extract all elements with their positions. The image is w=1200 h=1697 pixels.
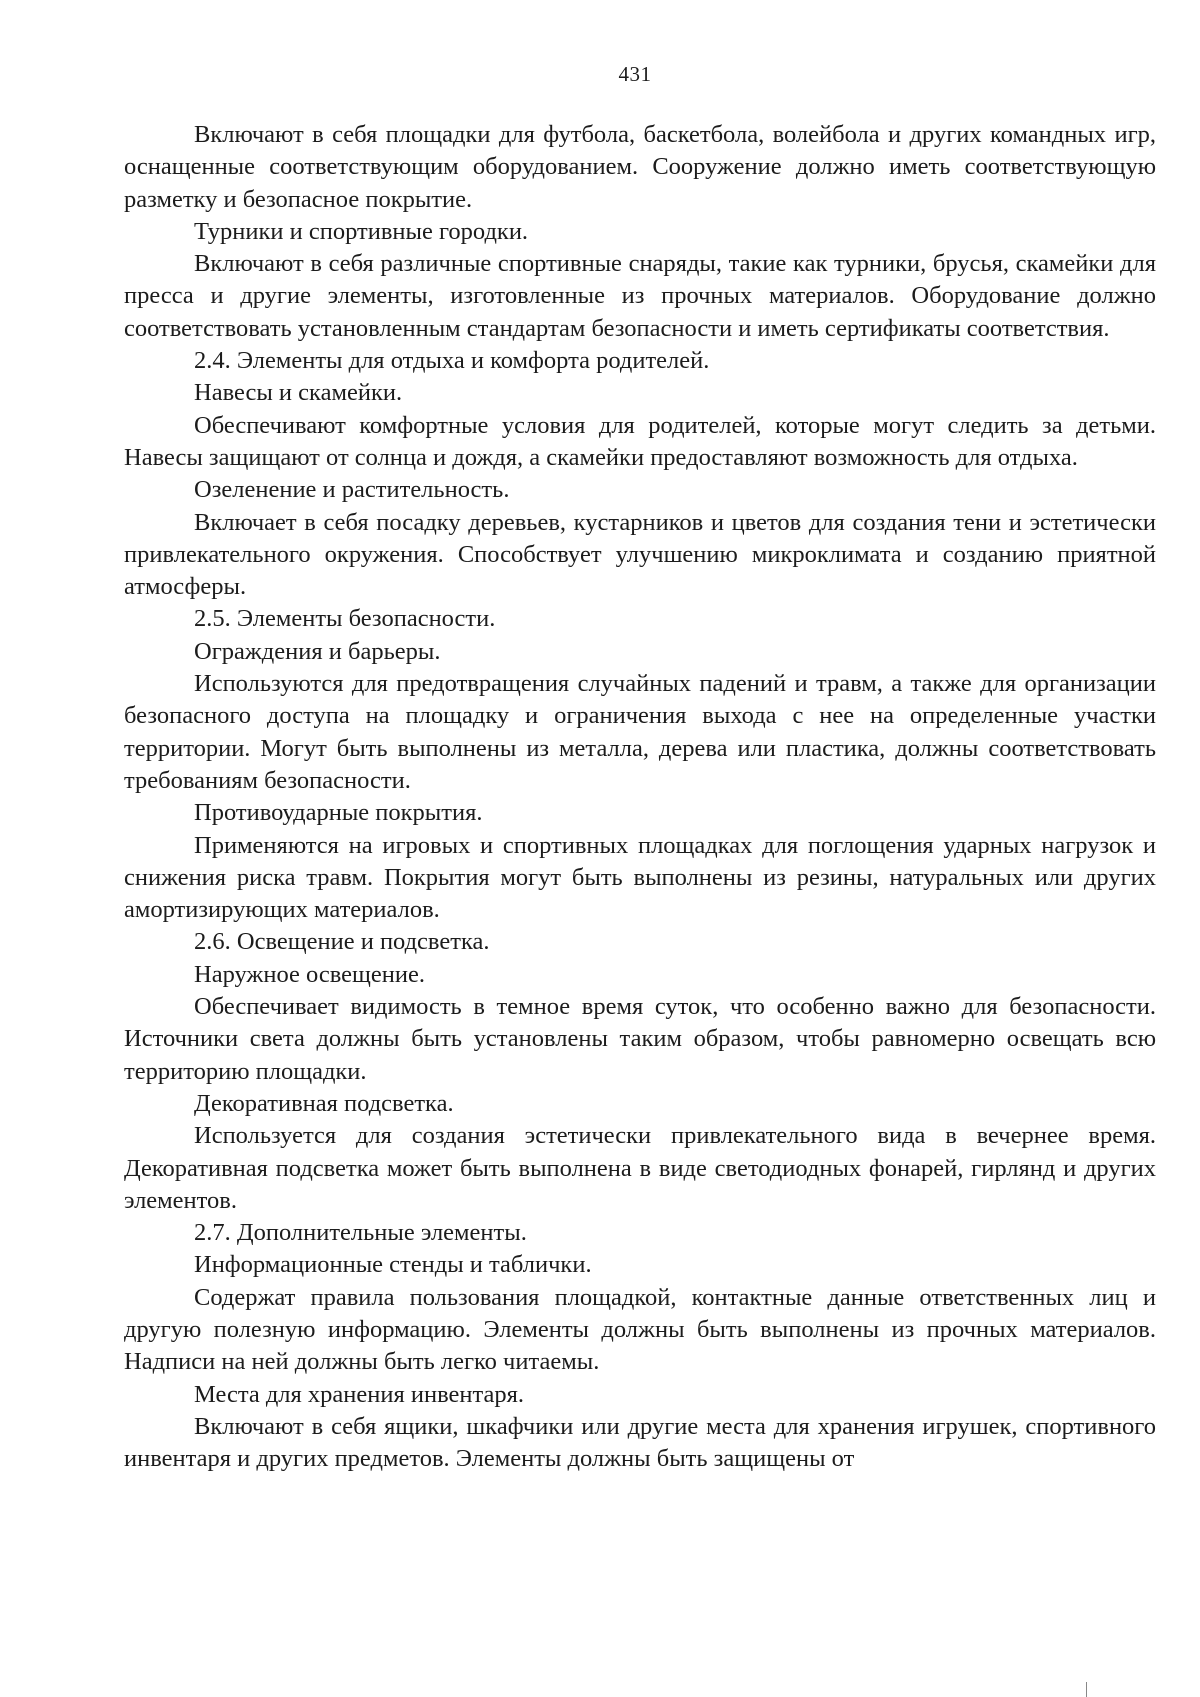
subheading: Наружное освещение. (194, 960, 426, 988)
subheading: Турники и спортивные городки. (194, 217, 529, 245)
subheading: Информационные стенды и таблички. (194, 1251, 592, 1279)
subheading: Озеленение и растительность. (194, 476, 510, 504)
section-heading: 2.5. Элементы безопасности. (194, 605, 496, 633)
paragraph: Применяются на игровых и спортивных площадках для поглощения ударных нагрузок и снижения риска травм. Покрытия могут быть выполнены из резины, натуральных или других амортизирующих материалов. (124, 831, 1156, 924)
paragraph: Включают в себя различные спортивные снаряды, такие как турники, брусья, скамейки для пресса и другие элементы, изготовленные из прочных материалов. Оборудование должно соответствовать установленным стандартам безопасности и иметь сертификаты соответствия. (124, 250, 1156, 342)
paragraph: Обеспечивает видимость в темное время суток, что особенно важно для безопасности. Источники света должны быть установлены таким образом, чтобы равномерно освещать всю территорию площадки. (124, 993, 1156, 1085)
page-number: 431 (618, 62, 652, 86)
paragraph: Содержат правила пользования площадкой, контактные данные ответственных лиц и другую полезную информацию. Элементы должны быть выполнены из прочных материалов. Надписи на ней должны быть легко читаемы. (124, 1283, 1156, 1376)
paragraph: Используется для создания эстетически привлекательного вида в вечернее время. Декоративная подсветка может быть выполнена в виде светодиодных фонарей, гирлянд и других элементов. (124, 1122, 1156, 1214)
page-body (124, 119, 1156, 1475)
subheading: Ограждения и барьеры. (194, 637, 441, 665)
subheading: Декоративная подсветка. (194, 1089, 454, 1117)
paragraph: Включает в себя посадку деревьев, кустарников и цветов для создания тени и эстетически привлекательного окружения. Способствует улучшению микроклимата и созданию приятной атмосферы. (124, 508, 1156, 601)
paragraph: Обеспечивают комфортные условия для родителей, которые могут следить за детьми. Навесы защищают от солнца и дождя, а скамейки предоставляют возможность для отдыха. (124, 411, 1156, 471)
subheading: Противоударные покрытия. (194, 799, 483, 827)
section-heading: 2.4. Элементы для отдыха и комфорта родителей. (194, 347, 710, 375)
paragraph: Используются для предотвращения случайных падений и травм, а также для организации безопасного доступа на площадку и ограничения выхода с нее на определенные участки территории. Могут быть выполнены из металла, дерева или пластика, должны соответствовать требованиям безопасности. (124, 670, 1156, 794)
paragraph: Включают в себя ящики, шкафчики или другие места для хранения игрушек, спортивного инвентаря и других предметов. Элементы должны быть защищены от (124, 1412, 1156, 1473)
section-heading: 2.6. Освещение и подсветка. (194, 928, 490, 956)
scan-edge-mark (1086, 1682, 1087, 1697)
subheading: Навесы и скамейки. (194, 379, 403, 407)
paragraph: Включают в себя площадки для футбола, баскетбола, волейбола и других командных игр, оснащенные соответствующим оборудованием. Сооружение должно иметь соответствующую разметку и безопасное покрытие. (124, 121, 1156, 213)
section-heading: 2.7. Дополнительные элементы. (194, 1219, 527, 1247)
subheading: Места для хранения инвентаря. (194, 1380, 525, 1408)
